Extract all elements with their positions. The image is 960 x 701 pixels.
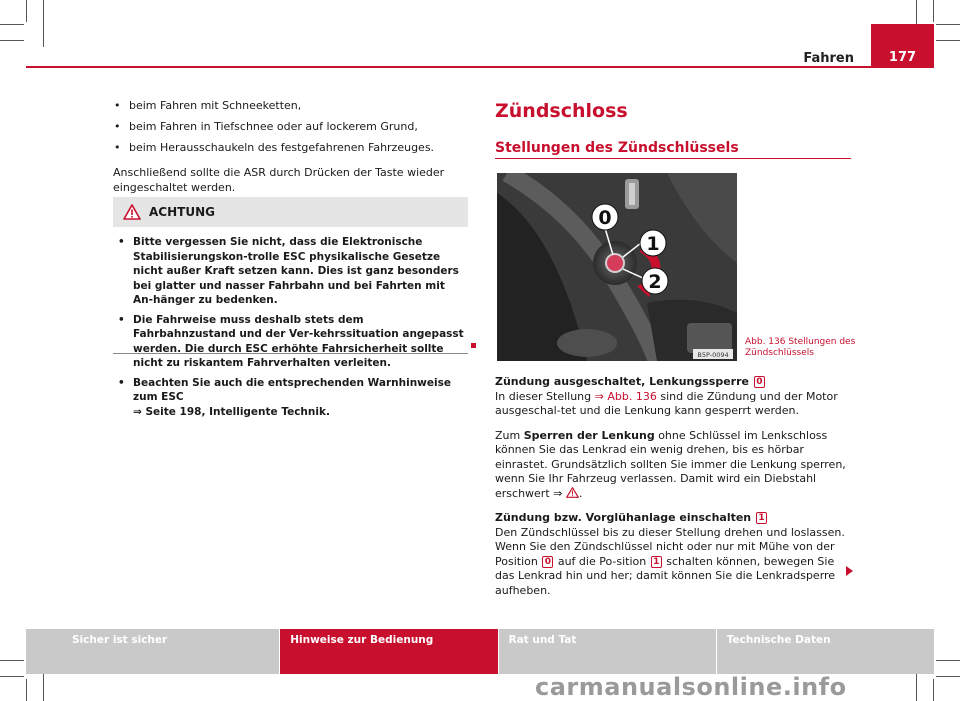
tab-technische-daten[interactable]: Technische Daten — [716, 629, 934, 674]
figure-label-1: 1 — [646, 233, 660, 255]
text: ohne Schlüssel im Lenkschloss können Sie das Lenkrad ein wenig drehen, bis es hörbar einrastet. Grundsätzlich sollten Sie immer die Lenkung sperren, wenn Sie Ihr Fahrzeug verlassen. Damit wird ein Diebstahl erschwert ⇒ — [495, 428, 846, 500]
section-heading: Zündschloss — [495, 100, 628, 122]
left-column — [113, 98, 467, 195]
footer-tabs — [26, 629, 934, 674]
ignition-off-heading — [495, 375, 851, 390]
ignition-illustration — [497, 173, 737, 361]
figure-label-0: 0 — [598, 207, 612, 229]
text: auf die Po-sition — [554, 554, 650, 568]
list-item: • beim Herausschaukeln des festgefahrenen Fahrzeuges. — [113, 140, 467, 155]
figure-caption: Abb. 136 Stellungen des Zündschlüssels — [745, 337, 856, 358]
crop-mark — [933, 0, 934, 22]
text: In dieser Stellung — [495, 389, 595, 403]
text: sind die Zündung und der Motor ausgeschal-tet und die Lenkung kann gesperrt werden. — [495, 389, 838, 417]
figure-reference-link[interactable]: ⇒ Abb. 136 — [594, 389, 657, 403]
crop-mark — [936, 676, 960, 677]
warning-body — [113, 227, 468, 419]
tab-hinweise-zur-bedienung[interactable]: Hinweise zur Bedienung — [279, 629, 497, 674]
warning-item — [117, 376, 464, 420]
position-marker: 0 — [542, 556, 553, 568]
header-rule — [26, 66, 934, 68]
list-item: • beim Fahren in Tiefschnee oder auf lockerem Grund, — [113, 119, 467, 134]
position-marker: 1 — [756, 512, 767, 524]
text: schalten können, bewegen Sie das Lenkrad hin und her; damit können Sie die Lenkradsperre aufheben. — [495, 554, 836, 597]
ignition-figure — [497, 173, 737, 361]
paragraph: Anschließend sollte die ASR durch Drücken der Taste wieder eingeschaltet werden. — [113, 166, 445, 194]
crop-mark — [936, 660, 960, 661]
page-reference-link[interactable]: ⇒ Seite 198, Intelligente Technik. — [133, 405, 330, 418]
tab-sicher-ist-sicher[interactable]: Sicher ist sicher — [26, 629, 279, 674]
heading-text: Zündung ausgeschaltet, Lenkungssperre — [495, 375, 749, 388]
text: Den Zündschlüssel bis zu dieser Stellung drehen und loslassen. Wenn Sie den Zündschlüssel nicht oder nur mit Mühe von der Position — [495, 525, 845, 568]
crop-mark — [936, 40, 960, 41]
warning-header — [113, 197, 468, 227]
warning-triangle-icon[interactable] — [566, 487, 579, 498]
warning-item: • Die Fahrweise muss deshalb stets dem Fahrbahnzustand und der Ver-kehrssituation angepasst werden. Die durch ESC erhöhte Fahrsicherheit sollte nicht zu riskantem Fahrverhalten verleiten. — [117, 313, 464, 371]
crop-mark — [0, 24, 24, 25]
crop-mark — [0, 40, 24, 41]
warning-triangle-icon — [123, 204, 141, 220]
watermark: carmanualsonline.info — [535, 673, 847, 701]
tab-rat-und-tat[interactable]: Rat und Tat — [498, 629, 716, 674]
warning-item: • Bitte vergessen Sie nicht, dass die Elektronische Stabilisierungskon-trolle ESC physikalische Gesetze nicht außer Kraft setzen kann. Dies ist ganz besonders bei glatter und nasser Fahrbahn und bei Fahrten mit An-hänger zu bedenken. — [117, 235, 464, 308]
position-marker: 0 — [754, 376, 765, 388]
warning-box — [113, 197, 468, 418]
list-item: • beim Fahren mit Schneeketten, — [113, 98, 467, 113]
right-column — [495, 375, 851, 608]
end-marker — [471, 343, 476, 348]
text: Zum — [495, 428, 524, 442]
crop-mark — [26, 0, 27, 22]
text: . — [578, 486, 583, 500]
crop-mark — [0, 660, 24, 661]
ignition-on-heading — [495, 511, 851, 526]
paragraph — [495, 526, 851, 599]
heading-text: Zündung bzw. Vorglühanlage einschalten — [495, 511, 752, 524]
section-title: Fahren — [803, 51, 854, 66]
crop-mark — [0, 676, 24, 677]
crop-mark — [936, 24, 960, 25]
figure-label-2: 2 — [648, 271, 662, 293]
warning-title: ACHTUNG — [149, 205, 215, 219]
subsection-heading: Stellungen des Zündschlüssels — [495, 140, 739, 156]
figure-code: B5P-0094 — [697, 351, 729, 359]
subheading-rule — [495, 158, 851, 159]
crop-mark — [26, 679, 27, 701]
crop-mark — [933, 679, 934, 701]
paragraph — [495, 429, 851, 502]
next-page-arrow-icon[interactable] — [846, 566, 853, 576]
paragraph — [495, 390, 851, 419]
position-marker: 1 — [651, 556, 662, 568]
crop-mark — [43, 0, 44, 47]
bold-text: Sperren der Lenkung — [523, 428, 655, 442]
page-number: 177 — [871, 24, 934, 68]
warning-item-text: Beachten Sie auch die entsprechenden Warnhinweise zum ESC — [133, 376, 451, 403]
